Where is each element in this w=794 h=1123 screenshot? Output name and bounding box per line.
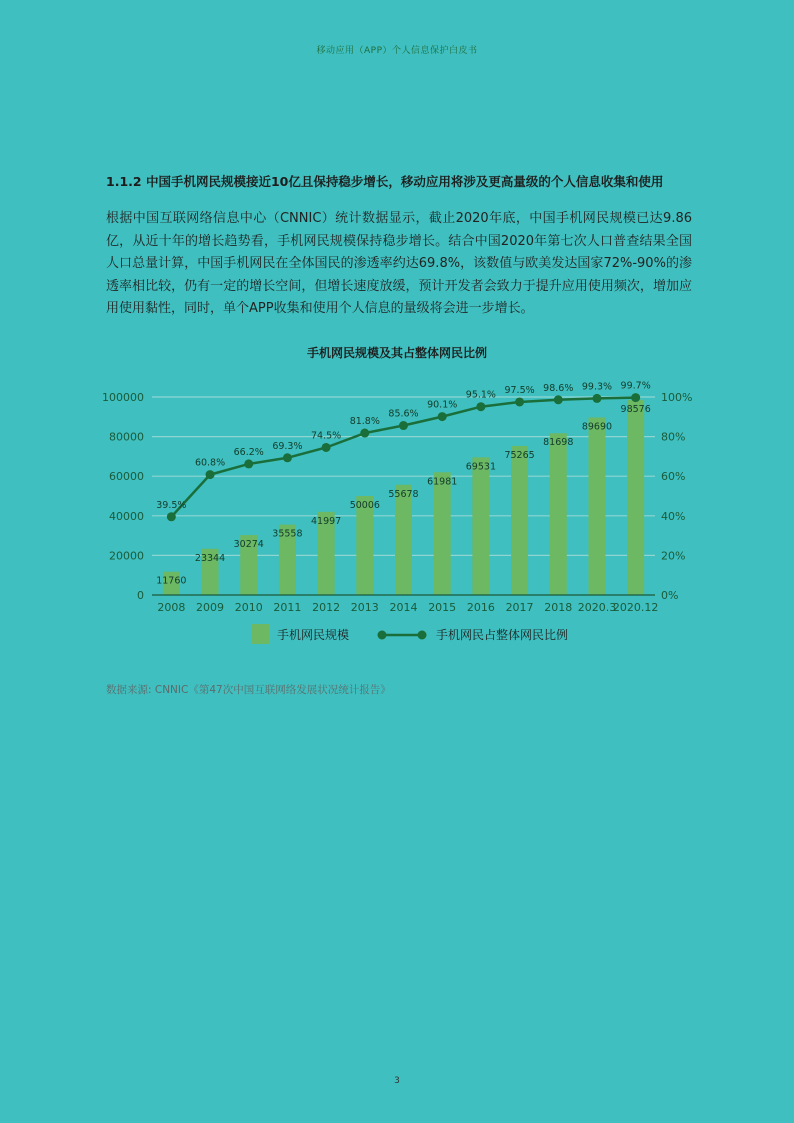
line-label: 98.6% bbox=[543, 382, 574, 394]
x-tick: 2016 bbox=[466, 601, 495, 614]
bar-label: 81698 bbox=[543, 437, 574, 449]
bar-label: 50006 bbox=[349, 499, 380, 511]
line-label: 60.8% bbox=[194, 457, 226, 469]
line-label: 69.3% bbox=[272, 440, 303, 452]
chart-title: 手机网民规模及其占整体网民比例 bbox=[306, 346, 487, 360]
bar bbox=[550, 433, 567, 595]
bar bbox=[511, 446, 528, 595]
x-tick: 2020.12 bbox=[612, 601, 659, 614]
bar bbox=[627, 400, 644, 595]
line-point bbox=[631, 393, 640, 402]
x-tick: 2009 bbox=[196, 601, 225, 614]
line-point bbox=[399, 421, 408, 430]
bar-label: 61981 bbox=[427, 476, 458, 488]
y-tick-right: 80% bbox=[661, 430, 686, 444]
legend-bar-label: 手机网民规模 bbox=[277, 628, 350, 642]
chart-legend bbox=[252, 624, 568, 644]
x-tick: 2011 bbox=[273, 601, 302, 614]
y-tick-left: 60000 bbox=[109, 470, 144, 484]
bar-label: 23344 bbox=[194, 552, 226, 564]
line-label: 66.2% bbox=[233, 446, 264, 458]
y-tick-left: 80000 bbox=[109, 430, 144, 444]
y-tick-right: 60% bbox=[661, 470, 686, 484]
y-tick-left: 40000 bbox=[109, 509, 144, 523]
line-label: 85.6% bbox=[388, 408, 419, 420]
x-tick: 2012 bbox=[312, 601, 341, 614]
bar-label: 41997 bbox=[310, 515, 342, 527]
line-label: 39.5% bbox=[156, 499, 187, 511]
page-number: 3 bbox=[394, 1076, 400, 1086]
line-label: 81.8% bbox=[349, 416, 380, 428]
line-point bbox=[322, 443, 331, 452]
bar-label: 69531 bbox=[465, 461, 497, 473]
y-tick-left: 100000 bbox=[102, 391, 144, 404]
x-tick: 2014 bbox=[389, 601, 418, 614]
y-tick-right: 40% bbox=[661, 509, 686, 523]
bar-label: 98576 bbox=[620, 403, 651, 415]
bar-label: 30274 bbox=[233, 539, 264, 551]
line-label: 97.5% bbox=[504, 384, 535, 396]
line-label: 99.3% bbox=[581, 381, 613, 393]
bar bbox=[472, 457, 489, 595]
line-point bbox=[554, 395, 563, 404]
y-tick-right: 100% bbox=[661, 391, 693, 404]
x-tick: 2013 bbox=[350, 601, 379, 614]
line-label: 74.5% bbox=[311, 430, 342, 442]
legend-bar-swatch bbox=[252, 624, 269, 644]
x-tick: 2018 bbox=[544, 601, 573, 614]
line-point bbox=[360, 429, 369, 438]
line-label: 95.1% bbox=[465, 389, 496, 401]
x-tick: 2017 bbox=[505, 601, 534, 614]
source-note: 数据来源: CNNIC《第47次中国互联网络发展状况统计报告》 bbox=[106, 684, 391, 696]
x-tick: 2020.3 bbox=[577, 601, 617, 614]
y-tick-right: 20% bbox=[661, 549, 686, 563]
y-tick-right: 0% bbox=[661, 589, 679, 602]
line-point bbox=[476, 402, 485, 411]
legend-line-marker bbox=[418, 631, 427, 640]
body-paragraph: 根据中国互联网络信息中心（CNNIC）统计数据显示，截止2020年底，中国手机网民规模已达9.86亿，从近十年的增长趋势看，手机网民规模保持稳步增长。结合中国2020年第七次人口普查结果全国人口总量计算，中国手机网民在全体国民的渗透率约达69.8%，该数值与欧美发达国家72%-90%的渗透率相比较，仍有一定的增长空间，但增长速度放缓，预计开发者会致力于提升应用使用频次，增加应用使用黏性，同时，单个APP收集和使用个人信息的量级将会进一步增长。 bbox=[106, 211, 692, 316]
y-tick-left: 0 bbox=[137, 589, 144, 602]
bar-label: 89690 bbox=[581, 421, 613, 433]
legend-line-label: 手机网民占整体网民比例 bbox=[436, 628, 569, 642]
legend-line-marker bbox=[378, 631, 387, 640]
line-point bbox=[515, 397, 524, 406]
line-point bbox=[167, 512, 176, 521]
line-point bbox=[244, 459, 253, 468]
bar bbox=[434, 472, 451, 595]
bar-label: 75265 bbox=[504, 449, 535, 461]
line-point bbox=[283, 453, 292, 462]
chart bbox=[90, 340, 710, 660]
x-tick: 2010 bbox=[234, 601, 263, 614]
running-header: 移动应用（APP）个人信息保护白皮书 bbox=[316, 46, 478, 56]
line-point bbox=[206, 470, 215, 479]
x-tick: 2008 bbox=[157, 601, 186, 614]
line-label: 90.1% bbox=[427, 399, 458, 411]
line-label: 99.7% bbox=[620, 380, 651, 392]
line-point bbox=[438, 412, 447, 421]
bar-label: 11760 bbox=[156, 575, 187, 587]
bar bbox=[588, 417, 605, 595]
bar-label: 35558 bbox=[272, 528, 303, 540]
line-point bbox=[592, 394, 601, 403]
y-tick-left: 20000 bbox=[109, 549, 144, 563]
x-tick: 2015 bbox=[428, 601, 457, 614]
bar-label: 55678 bbox=[388, 488, 419, 500]
bar bbox=[395, 485, 412, 595]
section-heading: 1.1.2 中国手机网民规模接近10亿且保持稳步增长，移动应用将涉及更高量级的个人信息收集和使用 bbox=[106, 174, 664, 189]
